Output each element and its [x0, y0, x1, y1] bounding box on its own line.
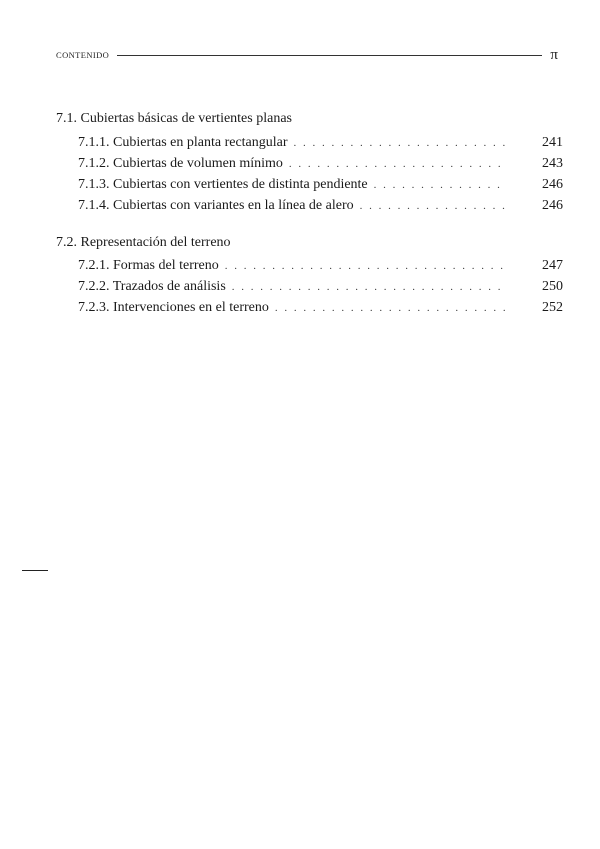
toc-entry[interactable] — [78, 132, 563, 153]
header-pi-symbol: π — [550, 46, 558, 63]
leader-dots — [225, 256, 505, 277]
toc-entry-label: 7.2.1. Formas del terreno — [78, 258, 219, 273]
header-rule — [117, 55, 542, 56]
margin-mark — [22, 570, 48, 571]
section-title: 7.1. Cubiertas básicas de vertientes planas — [56, 111, 292, 126]
toc-entry[interactable] — [78, 174, 563, 195]
toc-entry-page: 247 — [542, 258, 563, 273]
toc-entry-page: 246 — [542, 198, 563, 213]
section-title: 7.2. Representación del terreno — [56, 235, 231, 250]
leader-dots — [374, 175, 505, 196]
toc-entry-page: 252 — [542, 300, 563, 315]
toc-entry-label: 7.1.4. Cubiertas con variantes en la línea de alero — [78, 198, 354, 213]
running-header-label: CONTENIDO — [56, 50, 110, 60]
toc-entry[interactable] — [78, 255, 563, 276]
toc-entry-page: 246 — [542, 177, 563, 192]
leader-dots — [275, 298, 505, 319]
toc-entry-label: 7.2.3. Intervenciones en el terreno — [78, 300, 269, 315]
toc-entry[interactable] — [78, 276, 563, 297]
toc-entry[interactable] — [78, 195, 563, 216]
toc-entry-page: 241 — [542, 135, 563, 150]
toc-entry-label: 7.1.2. Cubiertas de volumen mínimo — [78, 156, 283, 171]
toc-entry-label: 7.2.2. Trazados de análisis — [78, 279, 226, 294]
toc-entry-page: 250 — [542, 279, 563, 294]
leader-dots — [289, 154, 505, 175]
leader-dots — [360, 196, 505, 217]
toc-section-7-2 — [56, 232, 561, 322]
leader-dots — [294, 133, 505, 154]
running-header — [56, 46, 558, 64]
toc-entry-label: 7.1.3. Cubiertas con vertientes de distinta pendiente — [78, 177, 368, 192]
toc-entry-page: 243 — [542, 156, 563, 171]
toc-entry-label: 7.1.1. Cubiertas en planta rectangular — [78, 135, 288, 150]
leader-dots — [232, 277, 505, 298]
toc-section-7-1 — [56, 108, 561, 218]
toc-entry[interactable] — [78, 297, 563, 318]
toc-entry[interactable] — [78, 153, 563, 174]
